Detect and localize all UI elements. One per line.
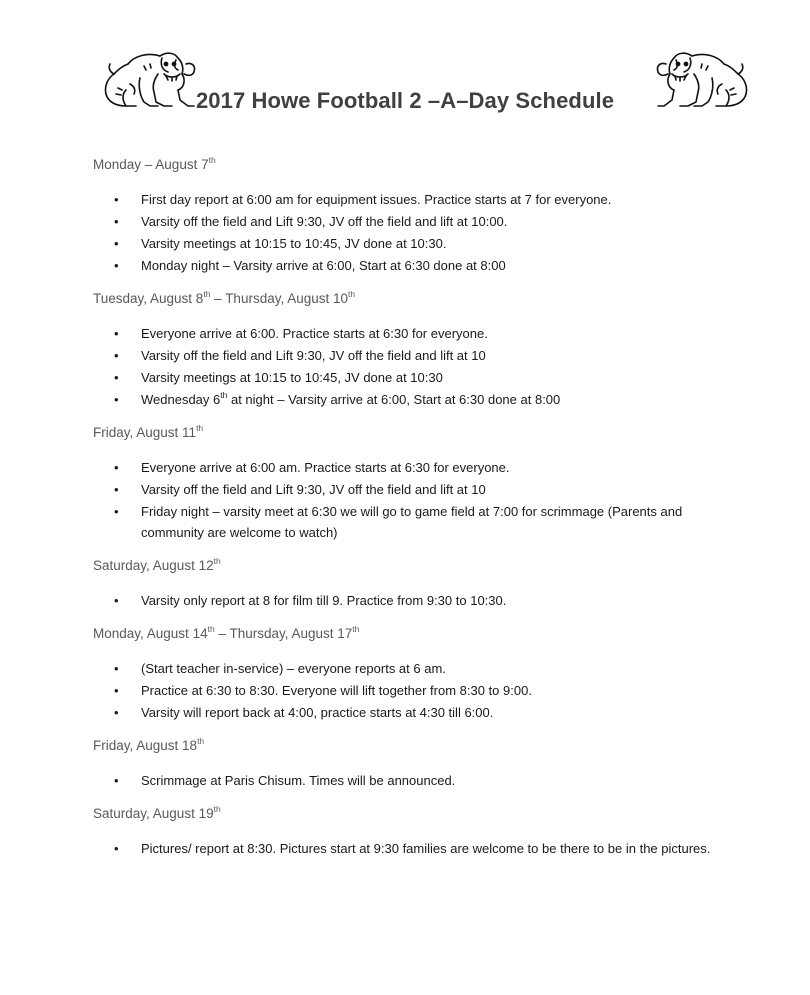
item-list bbox=[93, 323, 733, 410]
list-item: • Wednesday 6th at night – Varsity arrive at 6:00, Start at 6:30 done at 8:00 bbox=[141, 389, 733, 410]
section-heading: Friday, August 11th bbox=[93, 423, 204, 440]
schedule-section bbox=[93, 422, 733, 543]
section-heading: Monday, August 14th – Thursday, August 17th bbox=[93, 624, 360, 641]
schedule-section bbox=[93, 623, 733, 723]
bullet-icon: • bbox=[114, 392, 119, 407]
bullet-icon: • bbox=[114, 841, 119, 856]
list-item: • Varsity meetings at 10:15 to 10:45, JV done at 10:30. bbox=[141, 233, 733, 254]
schedule-section bbox=[93, 154, 733, 276]
section-heading: Monday – August 7th bbox=[93, 155, 216, 172]
list-item: • Practice at 6:30 to 8:30. Everyone will lift together from 8:30 to 9:00. bbox=[141, 680, 733, 701]
bullet-icon: • bbox=[114, 705, 119, 720]
item-list bbox=[93, 658, 733, 723]
list-item: • Varsity off the field and Lift 9:30, JV off the field and lift at 10:00. bbox=[141, 211, 733, 232]
bullet-icon: • bbox=[114, 482, 119, 497]
bullet-icon: • bbox=[114, 773, 119, 788]
schedule-content bbox=[93, 154, 733, 871]
list-item: • Varsity will report back at 4:00, practice starts at 4:30 till 6:00. bbox=[141, 702, 733, 723]
bullet-icon: • bbox=[114, 593, 119, 608]
page-title: 2017 Howe Football 2 –A–Day Schedule bbox=[195, 88, 615, 113]
bullet-icon: • bbox=[114, 258, 119, 273]
bullet-icon: • bbox=[114, 192, 119, 207]
list-item: • Everyone arrive at 6:00 am. Practice starts at 6:30 for everyone. bbox=[141, 457, 733, 478]
list-item: • Pictures/ report at 8:30. Pictures start at 9:30 families are welcome to be there to be in the pictures. bbox=[141, 838, 733, 859]
section-heading: Saturday, August 19th bbox=[93, 804, 221, 821]
item-list bbox=[93, 838, 733, 859]
bullet-icon: • bbox=[114, 348, 119, 363]
schedule-section bbox=[93, 555, 733, 611]
list-item: • Scrimmage at Paris Chisum. Times will be announced. bbox=[141, 770, 733, 791]
item-list bbox=[93, 590, 733, 611]
bullet-icon: • bbox=[114, 236, 119, 251]
schedule-section bbox=[93, 803, 733, 859]
list-item: • Varsity only report at 8 for film till 9. Practice from 9:30 to 10:30. bbox=[141, 590, 733, 611]
list-item: • Everyone arrive at 6:00. Practice starts at 6:30 for everyone. bbox=[141, 323, 733, 344]
list-item: • First day report at 6:00 am for equipment issues. Practice starts at 7 for everyone. bbox=[141, 189, 733, 210]
bullet-icon: • bbox=[114, 504, 119, 519]
list-item: • (Start teacher in-service) – everyone reports at 6 am. bbox=[141, 658, 733, 679]
bullet-icon: • bbox=[114, 460, 119, 475]
bullet-icon: • bbox=[114, 683, 119, 698]
schedule-section bbox=[93, 735, 733, 791]
list-item: • Friday night – varsity meet at 6:30 we will go to game field at 7:00 for scrimmage (Parents and community are welcome to watch) bbox=[141, 501, 733, 543]
section-heading: Friday, August 18th bbox=[93, 736, 205, 753]
item-list bbox=[93, 189, 733, 276]
item-list bbox=[93, 457, 733, 543]
bullet-icon: • bbox=[114, 326, 119, 341]
list-item: • Varsity meetings at 10:15 to 10:45, JV done at 10:30 bbox=[141, 367, 733, 388]
item-list bbox=[93, 770, 733, 791]
schedule-section bbox=[93, 288, 733, 410]
section-heading: Saturday, August 12th bbox=[93, 556, 221, 573]
bullet-icon: • bbox=[114, 214, 119, 229]
bullet-icon: • bbox=[114, 661, 119, 676]
bullet-icon: • bbox=[114, 370, 119, 385]
list-item: • Varsity off the field and Lift 9:30, JV off the field and lift at 10 bbox=[141, 345, 733, 366]
section-heading: Tuesday, August 8th – Thursday, August 10th bbox=[93, 289, 356, 306]
list-item: • Monday night – Varsity arrive at 6:00, Start at 6:30 done at 8:00 bbox=[141, 255, 733, 276]
list-item: • Varsity off the field and Lift 9:30, JV off the field and lift at 10 bbox=[141, 479, 733, 500]
